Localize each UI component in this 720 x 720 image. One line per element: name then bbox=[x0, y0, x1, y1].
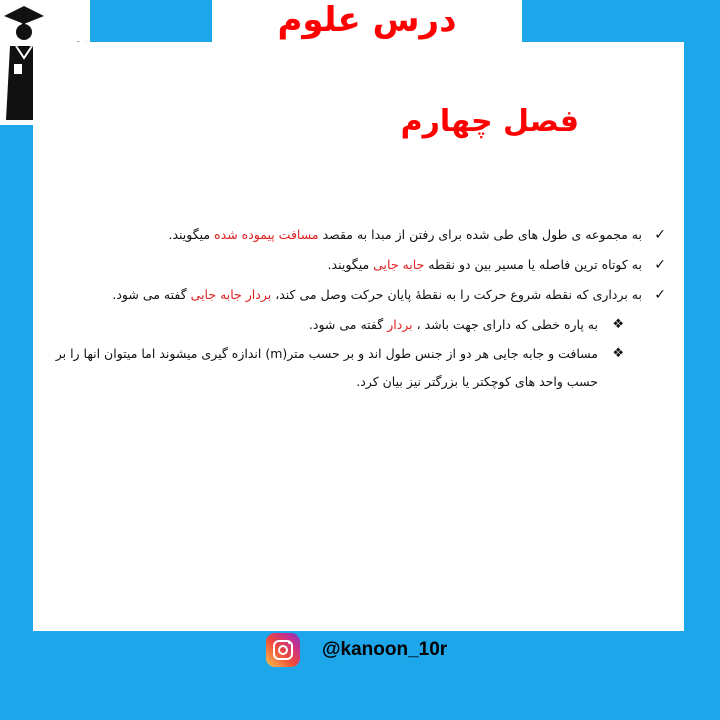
diamond-bullet-icon: ❖ bbox=[612, 346, 624, 361]
chapter-title: فصل چهارم bbox=[400, 104, 579, 139]
sub-list-item bbox=[30, 340, 670, 396]
highlight-term: مسافت پیموده شده bbox=[214, 227, 319, 242]
content-card bbox=[33, 42, 684, 631]
footer bbox=[266, 633, 447, 667]
instagram-handle[interactable]: @kanoon_10r bbox=[322, 639, 448, 660]
item-text: به پاره خطی که دارای جهت باشد ، bbox=[412, 317, 598, 332]
item-text: به مجموعه ی طول های طی شده برای رفتن از مبدا به مقصد bbox=[318, 227, 642, 242]
sub-list-item bbox=[30, 310, 670, 340]
checkmark-icon: ✓ bbox=[654, 227, 666, 243]
title-tab bbox=[212, 0, 522, 42]
item-text: میگویند. bbox=[168, 227, 215, 242]
item-text: گفته می شود. bbox=[112, 287, 191, 302]
item-text: مسافت و جابه جایی هر دو از جنس طول اند و بر حسب متر(m) اندازه گیری میشوند اما میتوان انها را بر حسب واحد های کوچکتر یا بزرگتر نیز بیان کرد. bbox=[55, 346, 598, 389]
list-item bbox=[30, 250, 670, 280]
highlight-term: بردار bbox=[387, 317, 413, 332]
page-title: درس علوم bbox=[277, 0, 457, 40]
bullet-list bbox=[30, 220, 670, 396]
checkmark-icon: ✓ bbox=[654, 287, 666, 303]
instagram-icon[interactable] bbox=[266, 633, 300, 667]
item-text: به برداری که نقطه شروع حرکت را به نقطهٔ پایان حرکت وصل می کند، bbox=[271, 287, 642, 302]
item-text: به کوتاه ترین فاصله یا مسیر بین دو نقطه bbox=[424, 257, 642, 272]
diamond-bullet-icon: ❖ bbox=[612, 317, 624, 332]
highlight-term: جابه جایی bbox=[373, 257, 425, 272]
checkmark-icon: ✓ bbox=[654, 257, 666, 273]
item-text: میگویند. bbox=[327, 257, 374, 272]
item-text: گفته می شود. bbox=[308, 317, 388, 332]
highlight-term: بردار جابه جایی bbox=[190, 287, 272, 302]
list-item bbox=[30, 220, 670, 250]
list-item bbox=[30, 280, 670, 310]
